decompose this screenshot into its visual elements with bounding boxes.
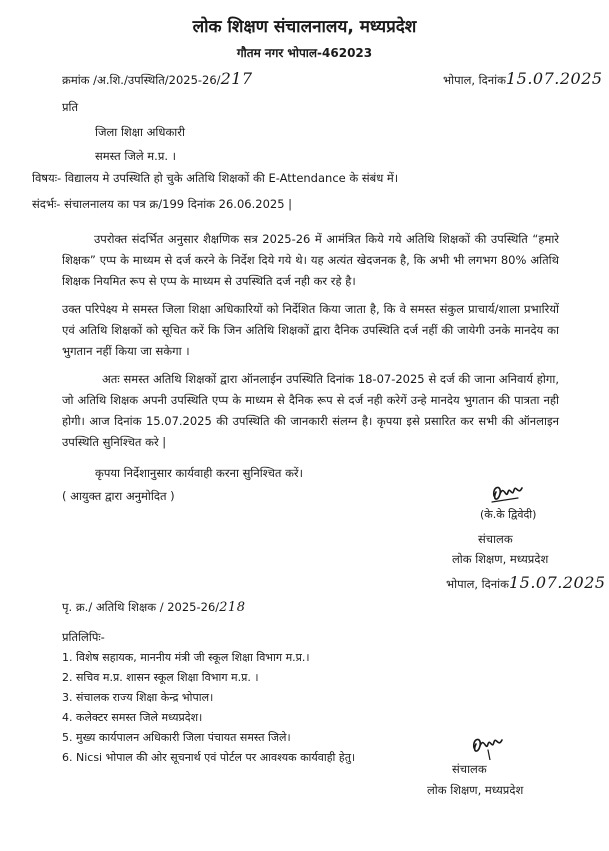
office-address: गौतम नगर भोपाल-462023 <box>236 46 373 60</box>
list-item: 5. मुख्य कार्यपालन अधिकारी जिला पंचायत समस्त जिले। <box>62 731 291 744</box>
reference-letter-line: संदर्भः- संचालनालय का पत्र क्र/199 दिनांक 26.06.2025 | <box>32 197 293 211</box>
list-item: 1. विशेष सहायक, माननीय मंत्री जी स्कूल शिक्षा विभाग म.प्र.। <box>62 651 310 664</box>
body-paragraph-3: अतः समस्त अतिथि शिक्षकों द्वारा ऑनलाईन उपस्थिति दिनांक 18-07-2025 से दर्ज की जाना अनिवार्य होगा, जो अतिथि शिक्षक अपनी उपस्थिति एप्प के माध्यम से दैनिक रूप से दर्ज नही करेगें उन्हे मानदेय भुगतान की पात्रता नही होगी। आज दिनांक 15.07.2025 की उपस्थिति की जानकारी संलग्न है। कृपया इसे प्रसारित कर सभी की ऑनलाइन उपस्थिति सुनिश्चित करे | <box>62 372 559 449</box>
date-value: 15.07.2025 <box>505 69 603 88</box>
recipient-line-1: जिला शिक्षा अधिकारी <box>95 125 185 139</box>
endorsement-number: 218 <box>219 600 246 615</box>
action-request: कृपया निर्देशानुसार कार्यवाही करना सुनिश्चित करें। <box>95 466 303 480</box>
copies-list <box>62 648 355 768</box>
signatory-2-office: लोक शिक्षण, मध्यप्रदेश <box>427 783 524 797</box>
list-item: 6. Nicsi भोपाल की ओर सूचनार्थ एवं पोर्टल पर आवश्यक कार्यवाही हेतु। <box>62 751 356 764</box>
signature-date-prefix: भोपाल, दिनांक <box>446 577 509 591</box>
signature-2-icon <box>468 730 508 760</box>
signature-date <box>446 573 606 592</box>
body-paragraph-1: उपरोक्त संदर्भित अनुसार शैक्षणिक सत्र 2025-26 में आमंत्रित किये गये अतिथि शिक्षकों की उपस्थिति “हमारे शिक्षक” एप्प के माध्यम से दर्ज करने के निर्देश दिये गये थे। यह अत्यंत खेदजनक है, कि अभी भी लगभग 80% अतिथि शिक्षक नियमित रूप से एप्प के माध्यम से उपस्थिति दर्ज नही कर रहे है। <box>62 232 559 288</box>
body-paragraph-2: उक्त परिपेक्ष्य मे समस्त जिला शिक्षा अधिकारियों को निर्देशित किया जाता है, कि वे समस्त संकुल प्राचार्य/शाला प्रभारियों एवं अतिथि शिक्षकों को सूचित करें कि जिन अतिथि शिक्षकों द्वारा दैनिक उपस्थिति दर्ज नहीं की जायेगी उनके मानदेय का भुगतान नहीं किया जा सकेगा । <box>62 302 559 358</box>
signature-date-value: 15.07.2025 <box>508 573 606 592</box>
reference-number: 217 <box>220 69 253 88</box>
list-item: 3. संचालक राज्य शिक्षा केन्द्र भोपाल। <box>62 691 214 704</box>
date-prefix: भोपाल, दिनांक <box>443 73 506 87</box>
signatory-office: लोक शिक्षण, मध्यप्रदेश <box>452 552 549 566</box>
list-item: 4. कलेक्टर समस्त जिले मध्यप्रदेश। <box>62 711 203 724</box>
endorsement-reference <box>62 600 245 615</box>
recipient-to: प्रति <box>62 100 79 114</box>
endorsement-prefix: पृ. क्र./ अतिथि शिक्षक / 2025-26/ <box>62 600 220 614</box>
copies-heading: प्रतिलिपिः- <box>62 630 105 644</box>
signatory-2-role: संचालक <box>452 762 487 776</box>
subject-line: विषयः- विद्यालय मे उपस्थिति हो चुके अतिथि शिक्षकों की E-Attendance के संबंध में। <box>32 171 399 185</box>
signatory-name: (के.के द्विवेदी) <box>480 508 537 521</box>
approval-note: ( आयुक्त द्वारा अनुमोदित ) <box>62 489 175 503</box>
signature-1-icon <box>488 478 528 508</box>
signatory-role: संचालक <box>478 532 513 546</box>
office-title: लोक शिक्षण संचालनालय, मध्यप्रदेश <box>192 17 417 37</box>
letter-date <box>443 69 603 88</box>
list-item: 2. सचिव म.प्र. शासन स्कूल शिक्षा विभाग म.प्र. । <box>62 671 259 684</box>
recipient-line-2: समस्त जिले म.प्र. । <box>95 149 177 163</box>
reference-prefix: क्रमांक /अ.शि./उपस्थिति/2025-26/ <box>62 73 221 87</box>
letter-reference <box>62 69 253 88</box>
